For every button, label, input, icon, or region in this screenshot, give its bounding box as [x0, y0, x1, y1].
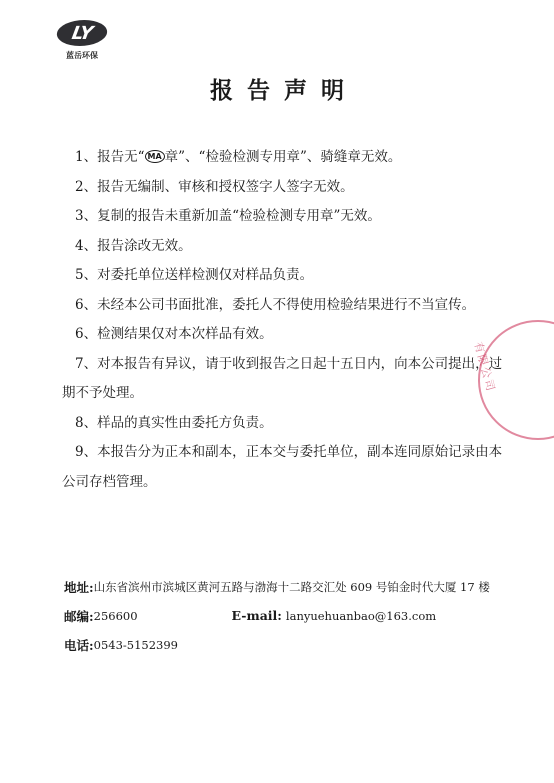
- address-label: 地址:: [64, 579, 94, 595]
- contact-info: [64, 572, 534, 659]
- email-block: [232, 608, 437, 623]
- logo-company-name: 蓝岳环保: [66, 51, 98, 60]
- phone-row: [64, 630, 534, 659]
- phone-label: 电话:: [64, 637, 94, 653]
- company-logo: [56, 20, 108, 66]
- clause-8: 8、样品的真实性由委托方负责。: [75, 414, 273, 431]
- postcode-email-row: [64, 601, 534, 630]
- clause-1: [62, 143, 514, 173]
- clause-2: 2、报告无编制、审核和授权签字人签字无效。: [75, 178, 354, 195]
- clause-4: 4、报告涂改无效。: [75, 237, 192, 254]
- clause-1-before: 1、报告无“: [75, 149, 145, 165]
- postcode-value: 256600: [93, 608, 138, 623]
- email-value: lanyuehuanbao@163.com: [285, 609, 437, 623]
- page-title: 报告声明: [210, 77, 358, 104]
- clause-1-after: 章”、“检验检测专用章”、骑缝章无效。: [164, 149, 402, 165]
- postcode-label: 邮编:: [64, 608, 94, 624]
- clause-6b: 6、检测结果仅对本次样品有效。: [75, 326, 273, 342]
- seal-text: 有限公司: [471, 340, 498, 395]
- phone-value: 0543-5152399: [93, 637, 178, 652]
- clause-9: 9、本报告分为正本和副本，正本交与委托单位，副本连同原始记录由本公司存档管理。: [62, 444, 503, 490]
- statement-clauses: [62, 143, 514, 497]
- ma-mark-icon: MA: [145, 150, 165, 163]
- email-label: E-mail:: [231, 608, 282, 623]
- clause-5: 5、对委托单位送样检测仅对样品负责。: [75, 267, 314, 283]
- clause-3: 3、复制的报告未重新加盖“检验检测专用章”无效。: [75, 208, 381, 224]
- clause-7: 7、对本报告有异议，请于收到报告之日起十五日内，向本公司提出，过期不予处理。: [62, 355, 503, 401]
- address-value: 山东省滨州市滨城区黄河五路与渤海十二路交汇处 609 号铂金时代大厦 17 楼: [93, 579, 490, 594]
- address-row: [64, 572, 534, 601]
- logo-mark: LY: [55, 20, 110, 46]
- clause-6a: 6、未经本公司书面批准，委托人不得使用检验结果进行不当宣传。: [75, 296, 476, 313]
